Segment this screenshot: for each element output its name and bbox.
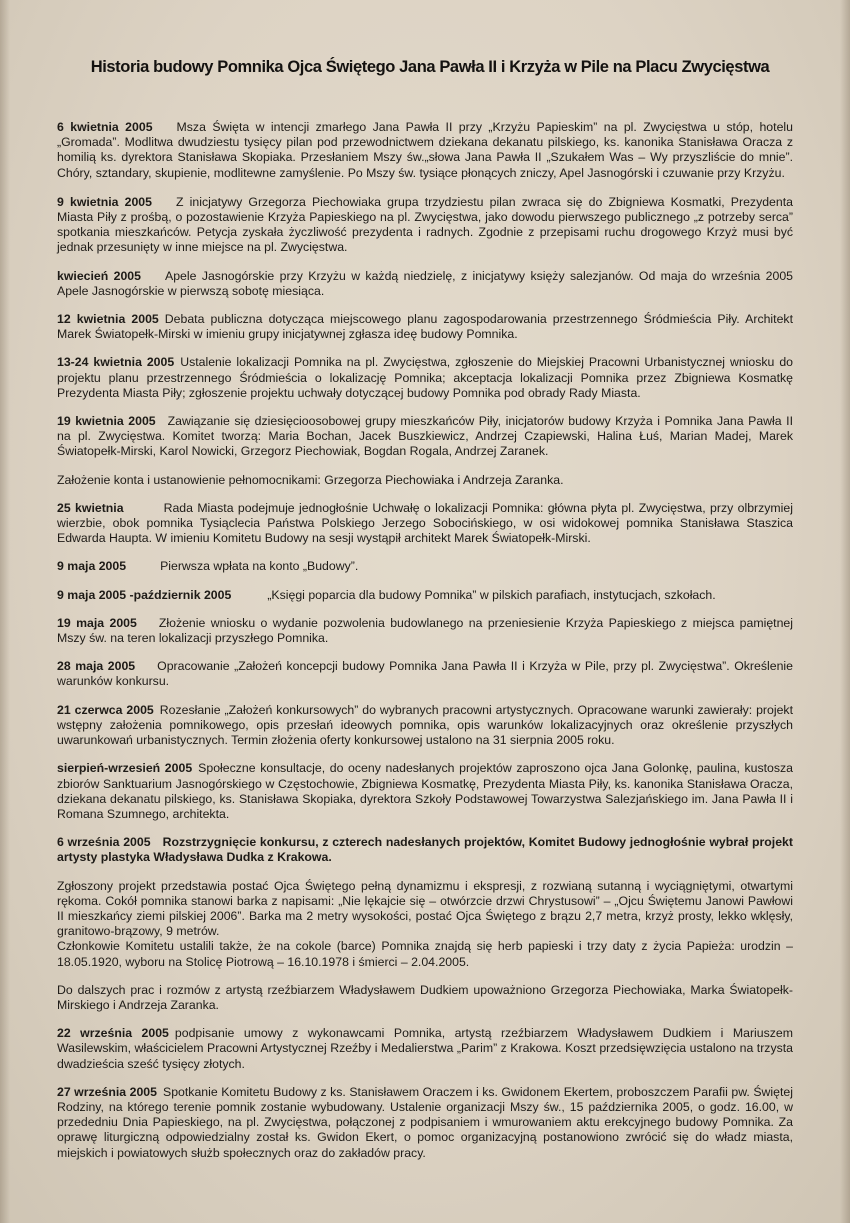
entry-text: Apele Jasnogórskie przy Krzyżu w każdą niedzielę, z inicjatywy księży salezjanów. Od maja do września 2005 Apele Jasnogórskie w pierwszą sobotę miesiąca. bbox=[57, 268, 793, 298]
entry-date: 9 maja 2005 -październik 2005 bbox=[57, 587, 232, 602]
entry-text: Rozesłanie „Założeń konkursowych” do wybranych pracowni artystycznych. Opracowane warunki zawierały: projekt wstępny założenia pomnikowego, opis przesłań ideowych pomnika, opis warunków lokalizacyjnych oraz określenie przyszłych uwarunkowań urbanistycznych. Termin złożenia oferty konkursowej ustalono na 31 sierpnia 2005 roku. bbox=[57, 702, 793, 748]
entry-text: Zawiązanie się dziesięcioosobowej grupy mieszkańców Piły, inicjatorów budowy Krzyża i Pomnika Jana Pawła II na pl. Zwycięstwa. Komitet tworzą: Maria Bochan, Jacek Buszkiewicz, Andrzej Czapiewski, Halina Łuś, Marian Madej, Marek Światopełk-Mirski, Karol Nowicki, Grzegorz Piechowiak, Bogdan Rogala, Andrzej Zaranek. bbox=[57, 414, 794, 459]
entry-date: 19 maja 2005 bbox=[57, 615, 137, 630]
timeline-entry bbox=[57, 501, 793, 547]
entry-date: 19 kwietnia 2005 bbox=[57, 414, 156, 429]
timeline-entry bbox=[57, 588, 793, 603]
timeline-content bbox=[57, 120, 793, 1161]
entry-text: Debata publiczna dotycząca miejscowego planu zagospodarowania przestrzennego Śródmieścia Piły. Architekt Marek Światopełk-Mirski w imieniu grupy inicjatywnej zgłasza ideę budowy Pomnika. bbox=[57, 312, 793, 342]
timeline-entry bbox=[57, 473, 793, 488]
entry-text: Spotkanie Komitetu Budowy z ks. Stanisławem Oraczem i ks. Gwidonem Ekertem, proboszczem Parafii pw. Świętej Rodziny, na którego terenie pomnik zostanie wybudowany. Ustalenie organizacji Mszy św., 15 października 2005, o godz. 16.00, w przededniu Dnia Papieskiego, na pl. Zwycięstwa, połączonej z podpisaniem i wmurowaniem aktu erekcyjnego budowy Pomnika. Za oprawę liturgiczną odpowiedzialny został ks. Gwidon Ekert, o pomoc organizacyjną postanowiono zwrócić się do władz miasta, miejskich i powiatowych służb społecznych oraz do zakładów pracy. bbox=[57, 1084, 793, 1160]
page-edge-left bbox=[0, 0, 10, 1223]
entry-text: Rada Miasta podejmuje jednogłośnie Uchwałę o lokalizacji Pomnika: główna płyta pl. Zwycięstwa, przy olbrzymiej wierzbie, obok pomnika Tysiąclecia Państwa Polskiego Jerzego Sobocińskiego, w osi widokowej pomnika Stanisława Staszica Edwarda Haupta. W imieniu Komitetu Budowy na sesji wystąpił architekt Marek Światopełk-Mirski. bbox=[57, 500, 793, 546]
entry-text: Złożenie wniosku o wydanie pozwolenia budowlanego na przeniesienie Krzyża Papieskiego z miejsca pamiętnej Mszy św. na teren lokalizacji przyszłego Pomnika. bbox=[57, 615, 793, 646]
timeline-entry bbox=[57, 195, 793, 256]
entry-text: Założenie konta i ustanowienie pełnomocnikami: Grzegorza Piechowiaka i Andrzeja Zaranka. bbox=[57, 472, 564, 487]
entry-text: Pierwsza wpłata na konto „Budowy”. bbox=[160, 559, 359, 574]
entry-date: 9 maja 2005 bbox=[57, 559, 127, 574]
entry-text: Zgłoszony projekt przedstawia postać Ojca Świętego pełną dynamizmu i ekspresji, z rozwianą sutanną i wyciągniętymi, otwartymi rękoma. Cokół pomnika stanowi barka z napisami: „Nie lękajcie się – otwórzcie drzwi Chrystusowi” – „Ojcu Świętemu Janowi Pawłowi II mieszkańcy ziemi pilskiej 2006”. Barka ma 2 metry wysokości, postać Ojca Świętego z brązu 2,7 metra, krzyż prosty, lekko wklęsły, granitowo-brązowy, 9 metrów. bbox=[57, 878, 793, 939]
entry-text: Opracowanie „Założeń koncepcji budowy Pomnika Jana Pawła II i Krzyża w Pile, przy pl. Zwycięstwa”. Określenie warunków konkursu. bbox=[57, 659, 793, 689]
document-title: Historia budowy Pomnika Ojca Świętego Jana Pawła II i Krzyża w Pile na Placu Zwycięstwa bbox=[90, 58, 770, 76]
timeline-entry bbox=[57, 879, 793, 940]
entry-text: „Księgi poparcia dla budowy Pomnika” w pilskich parafiach, instytucjach, szkołach. bbox=[267, 587, 716, 602]
entry-date: 9 kwietnia 2005 bbox=[57, 194, 152, 209]
entry-text: Rozstrzygnięcie konkursu, z czterech nadesłanych projektów, Komitet Budowy jednogłośnie wybrał projekt artysty plastyka Władysława Dudka z Krakowa. bbox=[57, 835, 793, 865]
timeline-entry bbox=[57, 312, 793, 342]
page-edge-right bbox=[840, 0, 850, 1223]
timeline-entry bbox=[57, 1026, 793, 1072]
entry-date: 21 czerwca 2005 bbox=[57, 702, 154, 717]
timeline-entry bbox=[57, 616, 793, 646]
timeline-entry bbox=[57, 414, 793, 460]
timeline-entry bbox=[57, 939, 793, 969]
timeline-entry bbox=[57, 120, 793, 181]
entry-text: Ustalenie lokalizacji Pomnika na pl. Zwycięstwa, zgłoszenie do Miejskiej Pracowni Urbanistycznej wniosku do projektu planu przestrzennego Śródmieścia o lokalizację Pomnika; akceptacja lokalizacji Pomnika przez Zbigniewa Kosmatkę Prezydenta Miasta Piły; zgłoszenie projektu uchwały dotyczącej budowy Pomnika pod obrady Rady Miasta. bbox=[57, 355, 793, 400]
entry-date: sierpień-wrzesień 2005 bbox=[57, 761, 193, 776]
entry-date: 22 września 2005 bbox=[57, 1026, 169, 1041]
timeline-entry bbox=[57, 983, 793, 1013]
timeline-entry bbox=[57, 1085, 793, 1161]
timeline-entry bbox=[57, 269, 793, 299]
timeline-entry bbox=[57, 659, 793, 689]
timeline-entry bbox=[57, 835, 793, 865]
entry-date: 6 września 2005 bbox=[57, 835, 151, 850]
entry-date: 28 maja 2005 bbox=[57, 659, 136, 674]
timeline-entry bbox=[57, 761, 793, 822]
entry-text: podpisanie umowy z wykonawcami Pomnika, artystą rzeźbiarzem Władysławem Dudkiem i Mariuszem Wasilewskim, właścicielem Pracowni Artystycznej Rzeźby i Medalierstwa „Parim” z Krakowa. Koszt przedsięwzięcia ustalono na trzysta dwadzieścia sześć tysięcy złotych. bbox=[57, 1026, 793, 1071]
entry-text: Do dalszych prac i rozmów z artystą rzeźbiarzem Władysławem Dudkiem upoważniono Grzegorza Piechowiaka, Marka Światopełk-Mirskiego i Andrzeja Zaranka. bbox=[57, 982, 793, 1012]
entry-text: Msza Święta w intencji zmarłego Jana Pawła II przy „Krzyżu Papieskim” na pl. Zwycięstwa u stóp, hotelu „Gromada”. Modlitwa dwudziestu tysięcy pilan pod przewodnictwem dziekana dekanatu pilskiego, ks. kanonika Stanisława Oracza z homilią ks. dyrektora Stanisława Skopiaka. Przesłaniem Mszy św.„słowa Jana Pawła II „Szukałem Was – Wy przyszliście do mnie”. Chóry, sztandary, skupienie, modlitewne zamyślenie. Po Mszy św. tysiące płonących zniczy, Apel Jasnogórski i czuwanie przy Krzyżu. bbox=[57, 120, 793, 180]
entry-date: 27 września 2005 bbox=[57, 1084, 157, 1099]
entry-text: Społeczne konsultacje, do oceny nadesłanych projektów zaproszono ojca Jana Golonkę, paulina, kustosza zbiorów Sanktuarium Jasnogórskiego w Częstochowie, Zbigniewa Kosmatkę, Prezydenta Miasta Piły, ks. kanonika Stanisława Oracza, dziekana dekanatu pilskiego, ks. Stanisława Skopiaka, dyrektora Szkoły Podstawowej Towarzystwa Salezjańskiego im. Jana Pawła II i Romana Szumnego, architekta. bbox=[57, 761, 793, 821]
timeline-entry bbox=[57, 355, 793, 401]
entry-date: 6 kwietnia 2005 bbox=[57, 120, 153, 134]
entry-date: 13-24 kwietnia 2005 bbox=[57, 355, 175, 370]
entry-text: Członkowie Komitetu ustalili także, że na cokole (barce) Pomnika znajdą się herb papieski i trzy daty z życia Papieża: urodzin – 18.05.1920, wyboru na Stolicę Piotrową – 16.10.1978 i śmierci – 2.04.2005. bbox=[57, 939, 793, 969]
timeline-entry bbox=[57, 559, 793, 574]
entry-date: 12 kwietnia 2005 bbox=[57, 312, 159, 327]
timeline-entry bbox=[57, 703, 793, 749]
entry-date: 25 kwietnia bbox=[57, 500, 124, 515]
entry-date: kwiecień 2005 bbox=[57, 268, 141, 283]
entry-text: Z inicjatywy Grzegorza Piechowiaka grupa trzydziestu pilan zwraca się do Zbigniewa Kosmatki, Prezydenta Miasta Piły z prośbą, o pozostawienie Krzyża Papieskiego na pl. Zwycięstwa, jako dowodu pierwszego publicznego „z potrzeby serca” spotkania mieszkańców. Petycja zyskała życzliwość prezydenta i radnych. Zgodnie z przepisami ruchu drogowego Krzyż musi być jednak przesunięty w inne miejsce na pl. Zwycięstwa. bbox=[57, 194, 793, 255]
